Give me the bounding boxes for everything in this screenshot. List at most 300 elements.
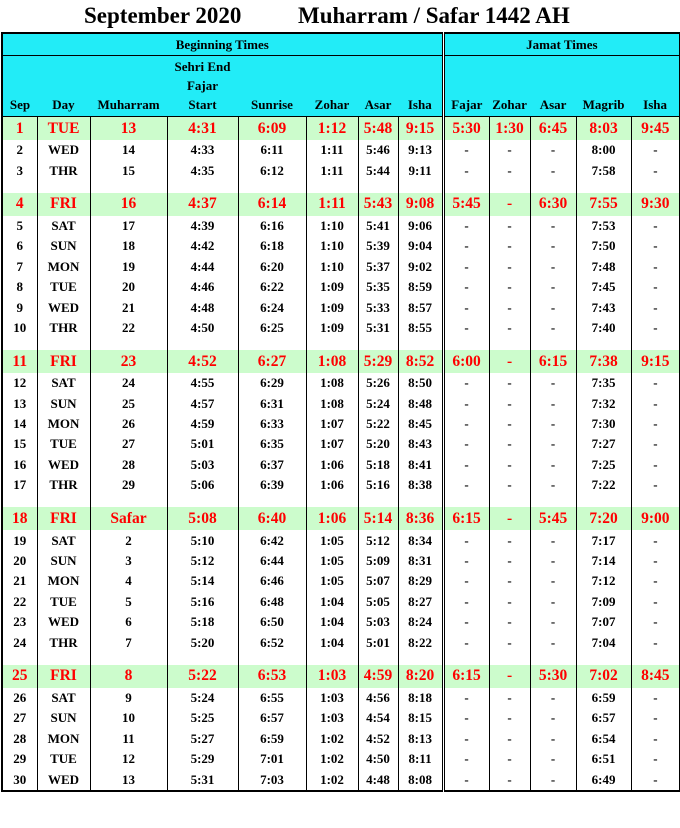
cell-jamat-zohar: - xyxy=(489,193,530,216)
cell-jamat-asar: - xyxy=(530,475,576,495)
spacer-cell xyxy=(238,495,306,507)
spacer-cell xyxy=(167,181,238,193)
cell-jamat-zohar: - xyxy=(489,551,530,571)
cell-jamat-fajar: - xyxy=(443,257,489,277)
cell-day: THR xyxy=(37,318,90,338)
cell-jamat-asar: 5:30 xyxy=(530,665,576,688)
cell-jamat-magrib: 7:58 xyxy=(576,160,631,180)
cell-zohar: 1:12 xyxy=(306,117,358,141)
cell-zohar: 1:03 xyxy=(306,708,358,728)
cell-jamat-fajar: - xyxy=(443,160,489,180)
table-row xyxy=(2,434,680,454)
cell-sunrise: 6:18 xyxy=(238,236,306,256)
cell-fajar-start: 5:25 xyxy=(167,708,238,728)
spacer-cell xyxy=(489,653,530,665)
cell-fajar-start: 5:10 xyxy=(167,530,238,550)
cell-asar: 5:29 xyxy=(358,350,398,373)
cell-fajar-start: 5:24 xyxy=(167,688,238,708)
cell-isha: 9:13 xyxy=(398,140,443,160)
spacer-cell xyxy=(358,181,398,193)
cell-zohar: 1:09 xyxy=(306,277,358,297)
table-row xyxy=(2,257,680,277)
friday-row xyxy=(2,193,680,216)
cell-jamat-zohar: - xyxy=(489,216,530,236)
cell-jamat-zohar: - xyxy=(489,318,530,338)
spacer-cell xyxy=(2,653,37,665)
cell-jamat-magrib: 7:09 xyxy=(576,592,631,612)
cell-asar: 5:07 xyxy=(358,571,398,591)
cell-sep: 14 xyxy=(13,416,27,432)
table-row xyxy=(2,394,680,414)
cell-zohar: 1:06 xyxy=(306,475,358,495)
cell-zohar: 1:06 xyxy=(306,455,358,475)
cell-isha: 8:34 xyxy=(398,530,443,550)
cell-sunrise: 6:25 xyxy=(238,318,306,338)
cell-hijri-date: 20 xyxy=(90,277,167,297)
spacer-cell xyxy=(2,181,37,193)
cell-jamat-isha: - xyxy=(631,612,680,632)
spacer-cell xyxy=(631,181,680,193)
cell-jamat-asar: - xyxy=(530,373,576,393)
cell-sunrise: 6:55 xyxy=(238,688,306,708)
spacer-cell xyxy=(167,495,238,507)
cell-jamat-asar: - xyxy=(530,592,576,612)
cell-day: THR xyxy=(37,160,90,180)
col-jamat-magrib: Magrib xyxy=(576,56,631,117)
cell-fajar-start: 4:44 xyxy=(167,257,238,277)
cell-asar: 5:39 xyxy=(358,236,398,256)
cell-sunrise: 6:33 xyxy=(238,414,306,434)
cell-sep: 2 xyxy=(16,142,23,158)
cell-jamat-fajar: 6:15 xyxy=(443,665,489,688)
cell-isha: 8:38 xyxy=(398,475,443,495)
cell-hijri-date: 21 xyxy=(90,297,167,317)
spacer-cell xyxy=(167,338,238,350)
cell-fajar-start: 5:31 xyxy=(167,769,238,790)
table-row xyxy=(2,571,680,591)
cell-jamat-isha: - xyxy=(631,749,680,769)
cell-jamat-zohar: - xyxy=(489,236,530,256)
cell-day: SAT xyxy=(37,688,90,708)
cell-jamat-magrib: 7:20 xyxy=(576,507,631,530)
hijri-title: Muharram / Safar 1442 AH xyxy=(298,3,570,28)
cell-jamat-magrib: 7:48 xyxy=(576,257,631,277)
cell-jamat-asar: - xyxy=(530,414,576,434)
cell-jamat-fajar: 5:45 xyxy=(443,193,489,216)
cell-fajar-start: 4:52 xyxy=(167,350,238,373)
spacer-cell xyxy=(37,495,90,507)
spacer-cell xyxy=(358,495,398,507)
cell-jamat-isha: - xyxy=(631,277,680,297)
cell-sunrise: 6:12 xyxy=(238,160,306,180)
col-fajar-line1: Sehri End xyxy=(174,59,231,74)
cell-sep: 5 xyxy=(16,217,23,233)
cell-jamat-fajar: 5:30 xyxy=(443,117,489,141)
cell-jamat-isha: 9:15 xyxy=(631,350,680,373)
cell-isha: 8:48 xyxy=(398,394,443,414)
cell-jamat-zohar: - xyxy=(489,140,530,160)
cell-jamat-magrib: 7:27 xyxy=(576,434,631,454)
cell-jamat-zohar: - xyxy=(489,507,530,530)
cell-zohar: 1:08 xyxy=(306,373,358,393)
cell-jamat-isha: - xyxy=(631,216,680,236)
spacer-cell xyxy=(631,495,680,507)
cell-fajar-start: 4:57 xyxy=(167,394,238,414)
cell-hijri-date: 17 xyxy=(90,216,167,236)
cell-zohar: 1:07 xyxy=(306,434,358,454)
cell-asar: 5:18 xyxy=(358,455,398,475)
cell-jamat-zohar: - xyxy=(489,592,530,612)
cell-sep: 10 xyxy=(13,319,27,335)
table-row xyxy=(2,277,680,297)
cell-isha: 9:06 xyxy=(398,216,443,236)
cell-asar: 4:59 xyxy=(358,665,398,688)
spacer-cell xyxy=(489,338,530,350)
spacer-cell xyxy=(443,653,489,665)
cell-fajar-start: 5:27 xyxy=(167,729,238,749)
table-row xyxy=(2,318,680,338)
cell-jamat-asar: - xyxy=(530,530,576,550)
cell-day: SAT xyxy=(37,216,90,236)
spacer-cell xyxy=(576,338,631,350)
spacer-cell xyxy=(306,495,358,507)
cell-sep: 9 xyxy=(16,299,23,315)
cell-sep: 16 xyxy=(13,456,27,472)
cell-hijri-date: 6 xyxy=(90,612,167,632)
cell-jamat-fajar: - xyxy=(443,277,489,297)
cell-zohar: 1:08 xyxy=(306,394,358,414)
spacer-cell xyxy=(398,338,443,350)
cell-sunrise: 6:40 xyxy=(238,507,306,530)
cell-jamat-zohar: 1:30 xyxy=(489,117,530,141)
spacer-cell xyxy=(37,181,90,193)
spacer-cell xyxy=(37,338,90,350)
cell-sunrise: 6:20 xyxy=(238,257,306,277)
table-row xyxy=(2,612,680,632)
cell-jamat-isha: - xyxy=(631,632,680,652)
cell-fajar-start: 5:29 xyxy=(167,749,238,769)
cell-hijri-date: 12 xyxy=(90,749,167,769)
cell-jamat-fajar: - xyxy=(443,632,489,652)
cell-sep: 7 xyxy=(16,258,23,274)
cell-zohar: 1:03 xyxy=(306,665,358,688)
cell-jamat-isha: 9:00 xyxy=(631,507,680,530)
cell-hijri-date: 18 xyxy=(90,236,167,256)
spacer-cell xyxy=(530,181,576,193)
cell-jamat-magrib: 7:35 xyxy=(576,373,631,393)
cell-zohar: 1:04 xyxy=(306,612,358,632)
cell-hijri-date: 27 xyxy=(90,434,167,454)
cell-zohar: 1:09 xyxy=(306,297,358,317)
cell-day: WED xyxy=(37,140,90,160)
cell-day: WED xyxy=(37,769,90,790)
cell-sep: 3 xyxy=(16,162,23,178)
cell-jamat-magrib: 7:50 xyxy=(576,236,631,256)
cell-hijri-date: 13 xyxy=(90,117,167,141)
cell-sunrise: 6:57 xyxy=(238,708,306,728)
cell-isha: 9:04 xyxy=(398,236,443,256)
cell-fajar-start: 4:48 xyxy=(167,297,238,317)
cell-jamat-magrib: 7:25 xyxy=(576,455,631,475)
cell-hijri-date: 10 xyxy=(90,708,167,728)
table-row xyxy=(2,373,680,393)
cell-jamat-fajar: 6:00 xyxy=(443,350,489,373)
cell-day: WED xyxy=(37,612,90,632)
cell-sunrise: 6:39 xyxy=(238,475,306,495)
cell-fajar-start: 4:59 xyxy=(167,414,238,434)
cell-jamat-asar: 6:15 xyxy=(530,350,576,373)
spacer-cell xyxy=(631,653,680,665)
cell-asar: 5:01 xyxy=(358,632,398,652)
cell-asar: 5:24 xyxy=(358,394,398,414)
cell-isha: 8:11 xyxy=(398,749,443,769)
cell-jamat-fajar: - xyxy=(443,216,489,236)
cell-fajar-start: 5:06 xyxy=(167,475,238,495)
cell-sep: 26 xyxy=(13,690,27,705)
cell-jamat-asar: - xyxy=(530,769,576,790)
cell-asar: 5:46 xyxy=(358,140,398,160)
cell-hijri-date: 29 xyxy=(90,475,167,495)
cell-sep: 18 xyxy=(2,507,37,530)
cell-jamat-asar: - xyxy=(530,236,576,256)
table-row xyxy=(2,708,680,728)
cell-sunrise: 6:27 xyxy=(238,350,306,373)
cell-asar: 4:54 xyxy=(358,708,398,728)
cell-fajar-start: 5:01 xyxy=(167,434,238,454)
cell-jamat-asar: 5:45 xyxy=(530,507,576,530)
cell-fajar-start: 5:08 xyxy=(167,507,238,530)
spacer-cell xyxy=(238,653,306,665)
cell-hijri-date: 24 xyxy=(90,373,167,393)
spacer-cell xyxy=(306,653,358,665)
cell-jamat-isha: - xyxy=(631,592,680,612)
month-title: September 2020 xyxy=(84,3,242,28)
cell-isha: 8:52 xyxy=(398,350,443,373)
spacer-cell xyxy=(576,653,631,665)
table-row xyxy=(2,769,680,790)
cell-jamat-isha: - xyxy=(631,414,680,434)
cell-sep: 11 xyxy=(2,350,37,373)
cell-jamat-isha: 9:30 xyxy=(631,193,680,216)
cell-fajar-start: 4:31 xyxy=(167,117,238,141)
row-spacer xyxy=(2,338,680,350)
cell-day: MON xyxy=(37,729,90,749)
cell-zohar: 1:02 xyxy=(306,729,358,749)
spacer-cell xyxy=(358,653,398,665)
cell-zohar: 1:11 xyxy=(306,140,358,160)
table-row xyxy=(2,632,680,652)
cell-sep: 29 xyxy=(13,751,27,767)
col-sunrise: Sunrise xyxy=(238,56,306,117)
cell-jamat-fajar: - xyxy=(443,749,489,769)
cell-asar: 5:37 xyxy=(358,257,398,277)
cell-jamat-asar: - xyxy=(530,318,576,338)
cell-jamat-isha: 8:45 xyxy=(631,665,680,688)
cell-zohar: 1:05 xyxy=(306,551,358,571)
cell-hijri-date: 4 xyxy=(90,571,167,591)
cell-jamat-asar: - xyxy=(530,729,576,749)
cell-sunrise: 6:46 xyxy=(238,571,306,591)
cell-hijri-date: 22 xyxy=(90,318,167,338)
cell-jamat-zohar: - xyxy=(489,160,530,180)
cell-hijri-date: Safar xyxy=(90,507,167,530)
cell-jamat-magrib: 7:17 xyxy=(576,530,631,550)
col-asar: Asar xyxy=(358,56,398,117)
cell-jamat-fajar: - xyxy=(443,373,489,393)
cell-jamat-isha: - xyxy=(631,236,680,256)
cell-isha: 8:59 xyxy=(398,277,443,297)
cell-day: FRI xyxy=(37,665,90,688)
cell-jamat-magrib: 6:49 xyxy=(576,769,631,790)
spacer-cell xyxy=(576,495,631,507)
cell-isha: 8:18 xyxy=(398,688,443,708)
cell-day: SUN xyxy=(37,394,90,414)
cell-jamat-magrib: 7:12 xyxy=(576,571,631,591)
cell-sep: 20 xyxy=(13,553,27,569)
cell-day: SUN xyxy=(37,236,90,256)
cell-fajar-start: 4:50 xyxy=(167,318,238,338)
spacer-cell xyxy=(306,338,358,350)
cell-sep: 6 xyxy=(16,238,23,254)
cell-jamat-fajar: - xyxy=(443,394,489,414)
cell-jamat-isha: - xyxy=(631,140,680,160)
cell-jamat-magrib: 7:40 xyxy=(576,318,631,338)
cell-zohar: 1:05 xyxy=(306,571,358,591)
row-spacer xyxy=(2,181,680,193)
cell-isha: 8:43 xyxy=(398,434,443,454)
cell-hijri-date: 13 xyxy=(90,769,167,790)
spacer-cell xyxy=(489,495,530,507)
cell-jamat-fajar: - xyxy=(443,434,489,454)
cell-day: SAT xyxy=(37,373,90,393)
col-jamat-asar: Asar xyxy=(530,56,576,117)
table-row xyxy=(2,688,680,708)
spacer-cell xyxy=(238,181,306,193)
cell-day: WED xyxy=(37,297,90,317)
cell-sunrise: 6:14 xyxy=(238,193,306,216)
cell-hijri-date: 3 xyxy=(90,551,167,571)
cell-jamat-zohar: - xyxy=(489,350,530,373)
cell-day: SUN xyxy=(37,551,90,571)
cell-jamat-fajar: - xyxy=(443,729,489,749)
cell-sep: 25 xyxy=(2,665,37,688)
cell-isha: 8:20 xyxy=(398,665,443,688)
cell-jamat-zohar: - xyxy=(489,530,530,550)
cell-day: WED xyxy=(37,455,90,475)
cell-day: THR xyxy=(37,632,90,652)
cell-day: FRI xyxy=(37,350,90,373)
cell-jamat-asar: - xyxy=(530,708,576,728)
cell-asar: 5:20 xyxy=(358,434,398,454)
cell-asar: 5:48 xyxy=(358,117,398,141)
cell-sep: 24 xyxy=(13,634,27,650)
cell-asar: 4:56 xyxy=(358,688,398,708)
cell-asar: 5:22 xyxy=(358,414,398,434)
col-muharram: Muharram xyxy=(90,56,167,117)
cell-zohar: 1:02 xyxy=(306,749,358,769)
row-spacer xyxy=(2,653,680,665)
spacer-cell xyxy=(90,181,167,193)
cell-asar: 5:12 xyxy=(358,530,398,550)
cell-asar: 5:16 xyxy=(358,475,398,495)
cell-sep: 21 xyxy=(13,573,27,589)
cell-zohar: 1:10 xyxy=(306,216,358,236)
table-row xyxy=(2,551,680,571)
cell-hijri-date: 9 xyxy=(90,688,167,708)
cell-jamat-zohar: - xyxy=(489,297,530,317)
cell-jamat-zohar: - xyxy=(489,729,530,749)
row-spacer xyxy=(2,495,680,507)
cell-jamat-isha: - xyxy=(631,708,680,728)
col-fajar-line2: Fajar xyxy=(186,78,219,93)
cell-jamat-zohar: - xyxy=(489,632,530,652)
cell-sep: 17 xyxy=(13,477,27,493)
cell-jamat-magrib: 8:03 xyxy=(576,117,631,141)
cell-jamat-isha: - xyxy=(631,455,680,475)
cell-zohar: 1:08 xyxy=(306,350,358,373)
col-fajar-start xyxy=(167,56,238,117)
cell-asar: 4:52 xyxy=(358,729,398,749)
cell-jamat-fajar: - xyxy=(443,530,489,550)
cell-hijri-date: 14 xyxy=(90,140,167,160)
cell-hijri-date: 28 xyxy=(90,455,167,475)
cell-jamat-asar: - xyxy=(530,297,576,317)
cell-jamat-fajar: 6:15 xyxy=(443,507,489,530)
cell-sunrise: 6:44 xyxy=(238,551,306,571)
cell-jamat-zohar: - xyxy=(489,665,530,688)
cell-jamat-magrib: 6:57 xyxy=(576,708,631,728)
page-title-bar xyxy=(0,0,680,32)
cell-sunrise: 7:03 xyxy=(238,769,306,790)
cell-sep: 4 xyxy=(2,193,37,216)
cell-day: FRI xyxy=(37,193,90,216)
cell-hijri-date: 16 xyxy=(90,193,167,216)
cell-jamat-fajar: - xyxy=(443,318,489,338)
cell-isha: 8:24 xyxy=(398,612,443,632)
cell-jamat-magrib: 7:22 xyxy=(576,475,631,495)
cell-hijri-date: 19 xyxy=(90,257,167,277)
cell-sep: 27 xyxy=(13,710,27,726)
cell-fajar-start: 5:22 xyxy=(167,665,238,688)
cell-asar: 5:33 xyxy=(358,297,398,317)
cell-isha: 8:50 xyxy=(398,373,443,393)
cell-asar: 5:03 xyxy=(358,612,398,632)
cell-jamat-asar: 6:30 xyxy=(530,193,576,216)
cell-jamat-magrib: 7:55 xyxy=(576,193,631,216)
cell-sunrise: 6:22 xyxy=(238,277,306,297)
cell-jamat-isha: - xyxy=(631,373,680,393)
cell-sunrise: 6:53 xyxy=(238,665,306,688)
cell-zohar: 1:04 xyxy=(306,632,358,652)
cell-sep: 22 xyxy=(13,593,27,609)
cell-jamat-zohar: - xyxy=(489,571,530,591)
cell-jamat-magrib: 7:45 xyxy=(576,277,631,297)
cell-sunrise: 6:31 xyxy=(238,394,306,414)
table-row xyxy=(2,530,680,550)
cell-jamat-zohar: - xyxy=(489,434,530,454)
table-row xyxy=(2,455,680,475)
cell-day: MON xyxy=(37,414,90,434)
cell-jamat-isha: - xyxy=(631,688,680,708)
spacer-cell xyxy=(37,653,90,665)
col-jamat-zohar: Zohar xyxy=(489,56,530,117)
table-row xyxy=(2,592,680,612)
cell-jamat-magrib: 7:07 xyxy=(576,612,631,632)
cell-jamat-magrib: 8:00 xyxy=(576,140,631,160)
cell-fajar-start: 4:42 xyxy=(167,236,238,256)
cell-day: TUE xyxy=(37,592,90,612)
cell-sep: 19 xyxy=(13,532,27,548)
